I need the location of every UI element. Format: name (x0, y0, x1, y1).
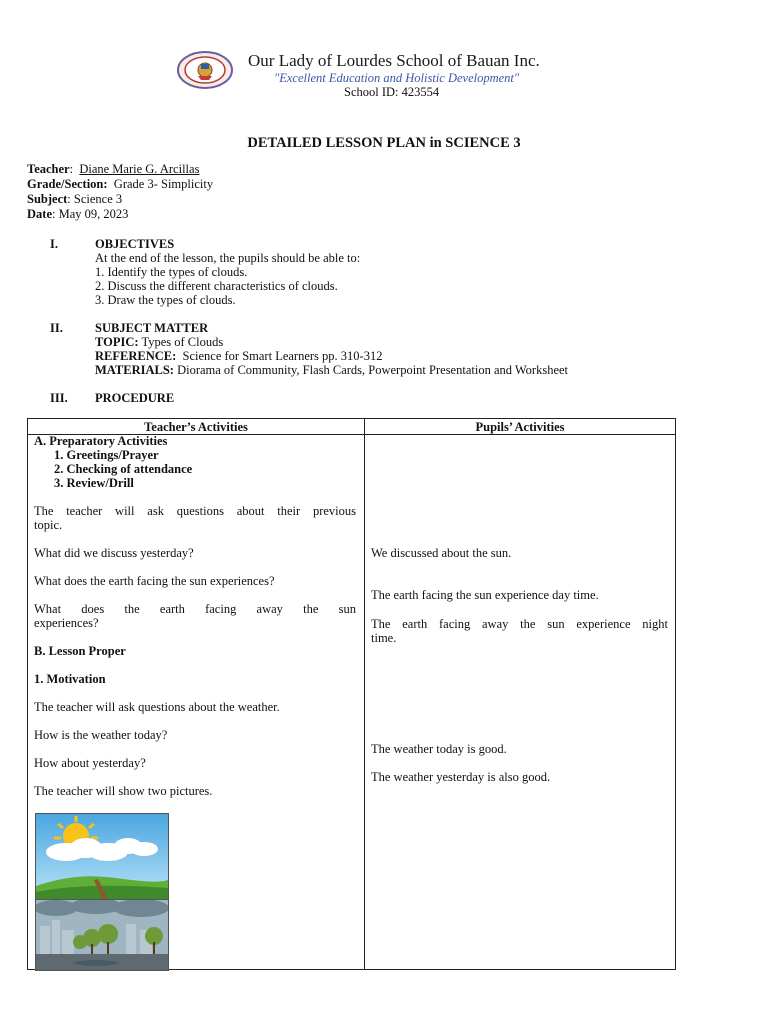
school-name: Our Lady of Lourdes School of Bauan Inc. (248, 51, 540, 70)
pupil-answer: The earth facing away the sun experience night (371, 617, 668, 631)
col-header-pupils: Pupils’ Activities (475, 420, 565, 434)
reference-row (95, 349, 382, 363)
grade-row (27, 177, 213, 191)
school-motto: "Excellent Education and Holistic Development" (274, 71, 520, 85)
lesson-proper-heading: B. Lesson Proper (34, 644, 126, 658)
subject-matter-number: II. (50, 321, 63, 335)
teacher-row: Teacher: Diane Marie G. Arcillas (27, 162, 200, 176)
objectives-heading: OBJECTIVES (95, 237, 175, 251)
teacher-question: What does the earth facing away the sun (34, 602, 356, 616)
school-id: School ID: 423554 (344, 85, 440, 99)
sunny-weather-picture (35, 813, 169, 900)
teacher-question: What did we discuss yesterday? (34, 546, 194, 560)
preparatory-heading: A. Preparatory Activities (34, 434, 168, 448)
subject-value: : Science 3 (67, 192, 123, 206)
procedure-number: III. (50, 391, 68, 405)
objective-item: 2. Discuss the different characteristics of clouds. (95, 279, 338, 293)
column-divider (364, 419, 365, 969)
pupil-answer: We discussed about the sun. (371, 546, 512, 560)
objectives-number: I. (50, 237, 58, 251)
teacher-question: What does the earth facing the sun experiences? (34, 574, 275, 588)
prep-item: 3. Review/Drill (54, 476, 134, 490)
topic-value: Types of Clouds (141, 335, 224, 349)
teacher-question: How about yesterday? (34, 756, 146, 770)
grade-label: Grade/Section: (27, 177, 108, 191)
reference-label: REFERENCE: (95, 349, 177, 363)
subject-matter-heading: SUBJECT MATTER (95, 321, 209, 335)
teacher-text: The teacher will show two pictures. (34, 784, 213, 798)
teacher-label: Teacher (27, 162, 70, 176)
objectives-intro: At the end of the lesson, the pupils should be able to: (95, 251, 361, 265)
objective-item: 3. Draw the types of clouds. (95, 293, 236, 307)
materials-row (95, 363, 568, 377)
lesson-table (27, 418, 676, 970)
document-title: DETAILED LESSON PLAN in SCIENCE 3 (247, 135, 521, 151)
teacher-question: experiences? (34, 616, 99, 630)
motivation-heading: 1. Motivation (34, 672, 106, 686)
materials-value: Diorama of Community, Flash Cards, Powerpoint Presentation and Worksheet (177, 363, 569, 377)
date-label: Date (27, 207, 52, 221)
reference-value: Science for Smart Learners pp. 310-312 (182, 349, 383, 363)
objective-item: 1. Identify the types of clouds. (95, 265, 248, 279)
date-row (27, 207, 128, 221)
subject-label: Subject (27, 192, 68, 206)
teacher-text: topic. (34, 518, 63, 532)
school-logo (176, 50, 234, 90)
prep-item: 1. Greetings/Prayer (54, 448, 159, 462)
procedure-heading: PROCEDURE (95, 391, 175, 405)
pupil-answer: The weather yesterday is also good. (371, 770, 551, 784)
rainy-weather-picture (35, 899, 169, 971)
pupil-answer: time. (371, 631, 397, 645)
topic-label: TOPIC: (95, 335, 139, 349)
pupil-answer: The earth facing the sun experience day time. (371, 588, 599, 602)
prep-item: 2. Checking of attendance (54, 462, 193, 476)
teacher-question: How is the weather today? (34, 728, 168, 742)
pupil-answer: The weather today is good. (371, 742, 507, 756)
topic-row (95, 335, 223, 349)
teacher-text: The teacher will ask questions about the weather. (34, 700, 280, 714)
date-value: : May 09, 2023 (52, 207, 129, 221)
grade-value: Grade 3- Simplicity (113, 177, 214, 191)
teacher-value: Diane Marie G. Arcillas (79, 162, 200, 176)
col-header-teacher: Teacher’s Activities (144, 420, 248, 434)
subject-row (27, 192, 122, 206)
materials-label: MATERIALS: (95, 363, 174, 377)
teacher-text: The teacher will ask questions about their previous (34, 504, 356, 518)
